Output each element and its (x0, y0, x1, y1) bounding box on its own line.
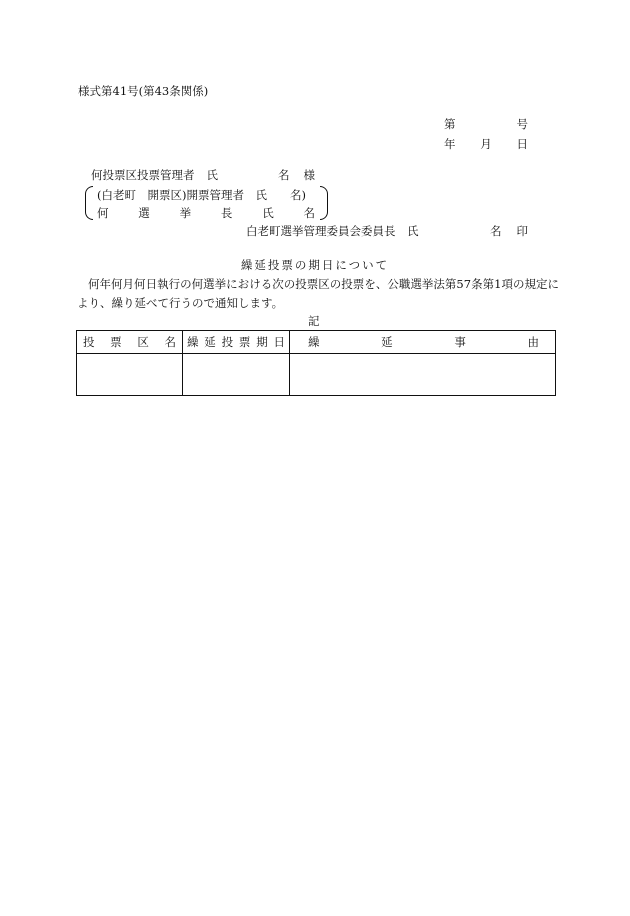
line3-char: 長 (220, 206, 233, 220)
left-bracket (85, 186, 93, 220)
date-day: 日 (516, 137, 528, 151)
date-month: 月 (480, 137, 492, 151)
cell-district-name[interactable] (77, 354, 183, 396)
addressee-line-3 (97, 206, 315, 220)
addressee-sama: 様 (303, 168, 315, 182)
header-deferred-date: 繰 延 投 票 期 日 (183, 331, 290, 354)
line3-char: 氏 (262, 206, 274, 220)
addressee-shi: 氏 (206, 168, 218, 182)
header-district-name: 投 票 区 名 (77, 331, 183, 354)
cell-deferred-date[interactable] (183, 354, 290, 396)
table-header-row (77, 331, 556, 354)
seal-mark: 印 (516, 224, 528, 238)
addressee-line-1 (91, 168, 315, 182)
header-deferral-reason: 繰 延 事 由 (290, 331, 556, 354)
cell-deferral-reason[interactable] (290, 354, 556, 396)
addressee-role: 何投票区投票管理者 (91, 168, 195, 182)
number-prefix: 第 (444, 117, 456, 131)
document-title: 繰延投票の期日について (240, 258, 390, 272)
right-bracket (320, 186, 328, 220)
sender-seal (490, 224, 528, 238)
line3-char: 選 (138, 206, 150, 220)
document-number-line (444, 117, 528, 131)
ki-label: 記 (308, 314, 320, 328)
sender-title: 白老町選挙管理委員会委員長 氏 (246, 224, 419, 238)
deferred-voting-table (76, 330, 556, 396)
table-row (77, 354, 556, 396)
addressee-mei: 名 (278, 168, 290, 182)
addressee-line-2: (白老町 開票区)開票管理者 氏 名) (97, 188, 306, 202)
body-text: 何年何月何日執行の何選挙における次の投票区の投票を、公職選挙法第57条第1項の規定により、繰り延べて行うので通知します。 (77, 277, 559, 310)
line3-char: 名 (303, 206, 315, 220)
form-number-label: 様式第41号(第43条関係) (78, 84, 209, 98)
date-year: 年 (444, 137, 456, 151)
number-suffix: 号 (516, 117, 528, 131)
sender-mei: 名 (490, 224, 502, 238)
line3-char: 何 (97, 206, 109, 220)
date-line (444, 137, 528, 151)
line3-char: 挙 (179, 206, 192, 220)
